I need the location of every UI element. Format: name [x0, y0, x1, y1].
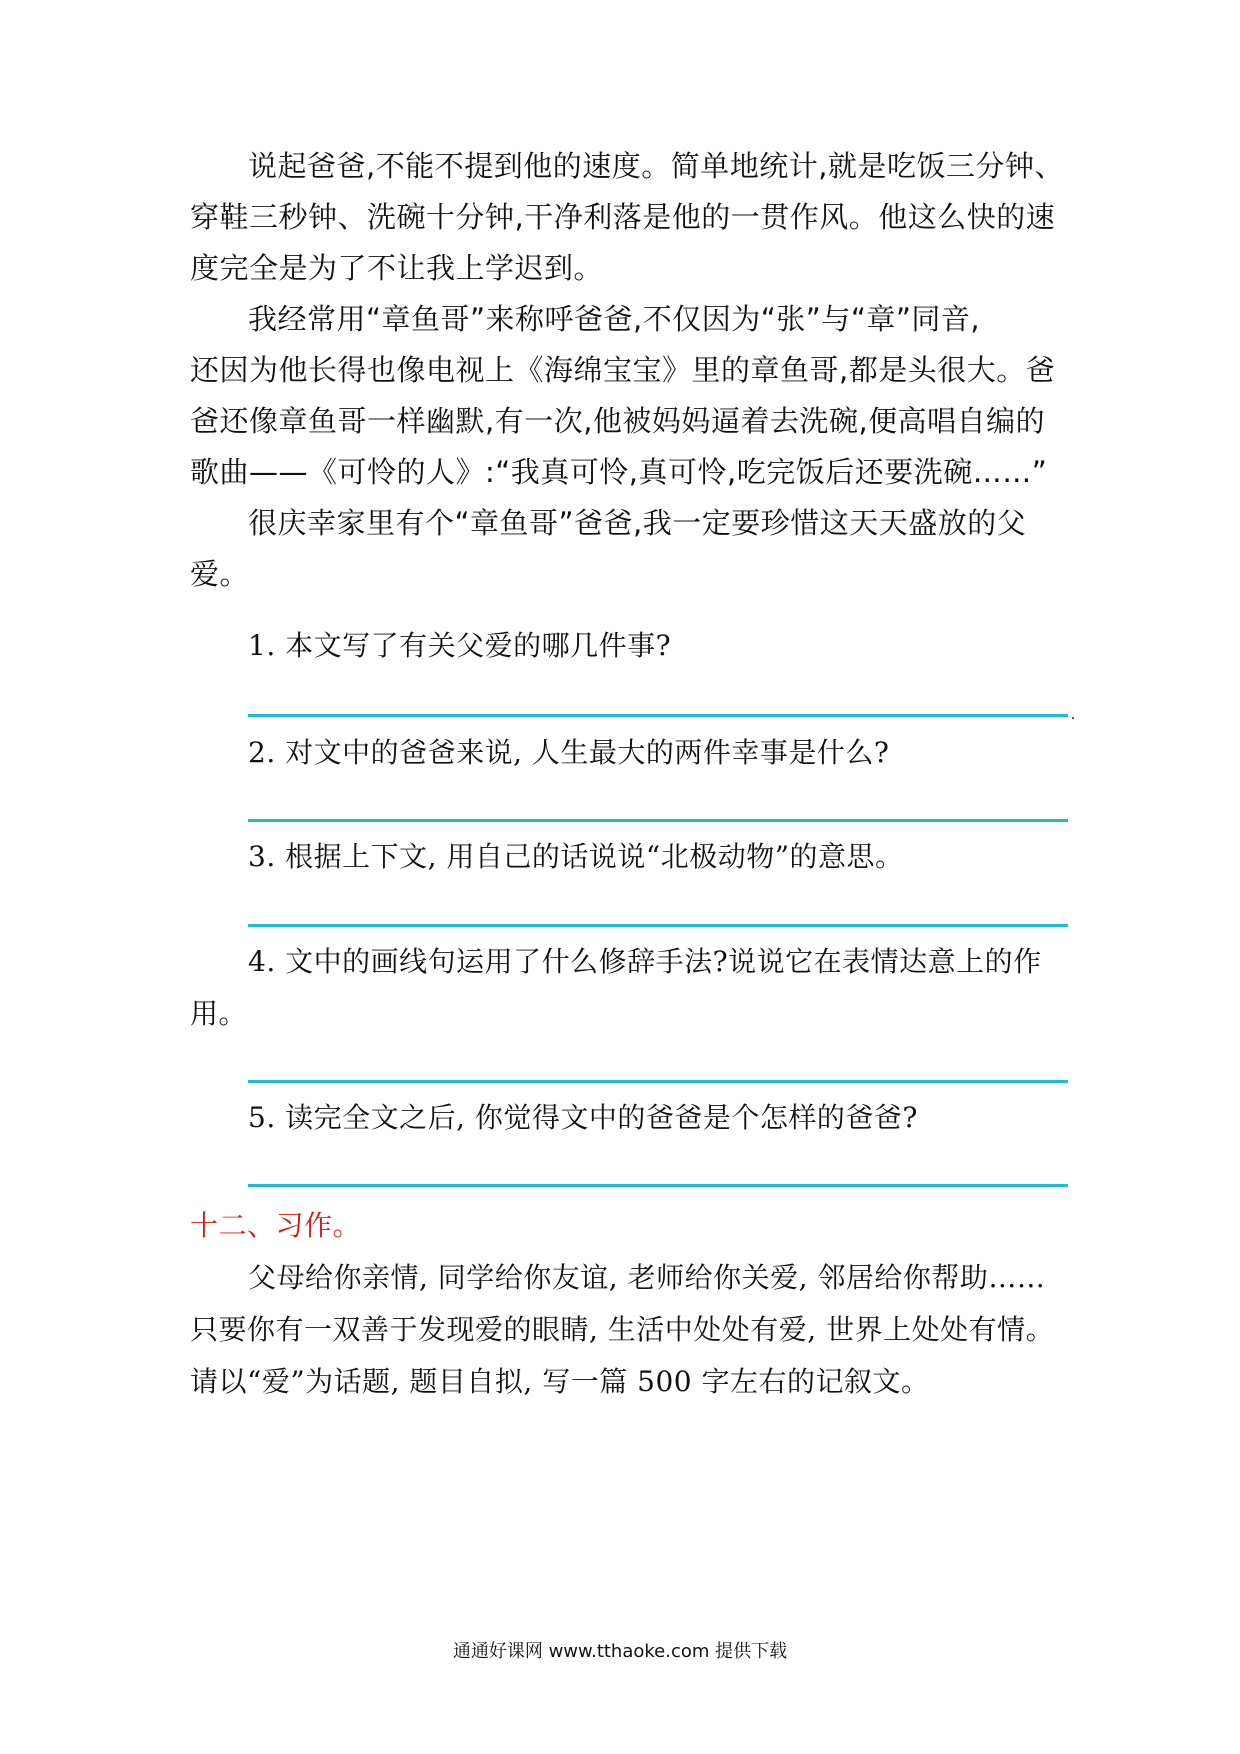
- answer-line-5[interactable]: [248, 1184, 1068, 1187]
- passage-line: 度完全是为了不让我上学迟到。: [190, 251, 604, 285]
- passage-line: 爸还像章鱼哥一样幽默,有一次,他被妈妈逼着去洗碗,便高唱自编的: [190, 404, 1046, 438]
- passage-line: 爱。: [190, 557, 250, 591]
- question-4: 4. 文中的画线句运用了什么修辞手法?说说它在表情达意上的作: [248, 945, 1042, 978]
- question-3: 3. 根据上下文, 用自己的话说说“北极动物”的意思。: [248, 840, 904, 873]
- passage-line: 很庆幸家里有个“章鱼哥”爸爸,我一定要珍惜这天天盛放的父: [248, 506, 1027, 540]
- footer-credit: 通通好课网 www.tthaoke.com 提供下载: [452, 1641, 788, 1662]
- composition-line: 父母给你亲情, 同学给你友谊, 老师给你关爱, 邻居给你帮助……: [248, 1261, 1046, 1294]
- composition-line: 请以“爱”为话题, 题目自拟, 写一篇 500 字左右的记叙文。: [190, 1365, 930, 1398]
- passage-line: 还因为他长得也像电视上《海绵宝宝》里的章鱼哥,都是头很大。爸: [190, 353, 1056, 387]
- stray-mark: [1072, 717, 1074, 719]
- answer-line-2[interactable]: [248, 819, 1068, 822]
- composition-line: 只要你有一双善于发现爱的眼睛, 生活中处处有爱, 世界上处处有情。: [190, 1313, 1055, 1346]
- passage-line: 歌曲——《可怜的人》:“我真可怜,真可怜,吃完饭后还要洗碗……”: [190, 455, 1048, 489]
- passage-line: 说起爸爸,不能不提到他的速度。简单地统计,就是吃饭三分钟、: [248, 149, 1064, 183]
- answer-line-1[interactable]: [248, 714, 1068, 717]
- question-4-continued: 用。: [190, 997, 248, 1030]
- question-2: 2. 对文中的爸爸来说, 人生最大的两件幸事是什么?: [248, 736, 890, 769]
- question-1: 1. 本文写了有关父爱的哪几件事?: [248, 629, 672, 662]
- question-5: 5. 读完全文之后, 你觉得文中的爸爸是个怎样的爸爸?: [248, 1101, 918, 1134]
- answer-line-4[interactable]: [248, 1080, 1068, 1083]
- passage-line: 穿鞋三秒钟、洗碗十分钟,干净利落是他的一贯作风。他这么快的速: [190, 200, 1056, 234]
- section-title: 十二、习作。: [190, 1209, 362, 1242]
- answer-line-3[interactable]: [248, 924, 1068, 927]
- passage-line: 我经常用“章鱼哥”来称呼爸爸,不仅因为“张”与“章”同音,: [248, 302, 981, 336]
